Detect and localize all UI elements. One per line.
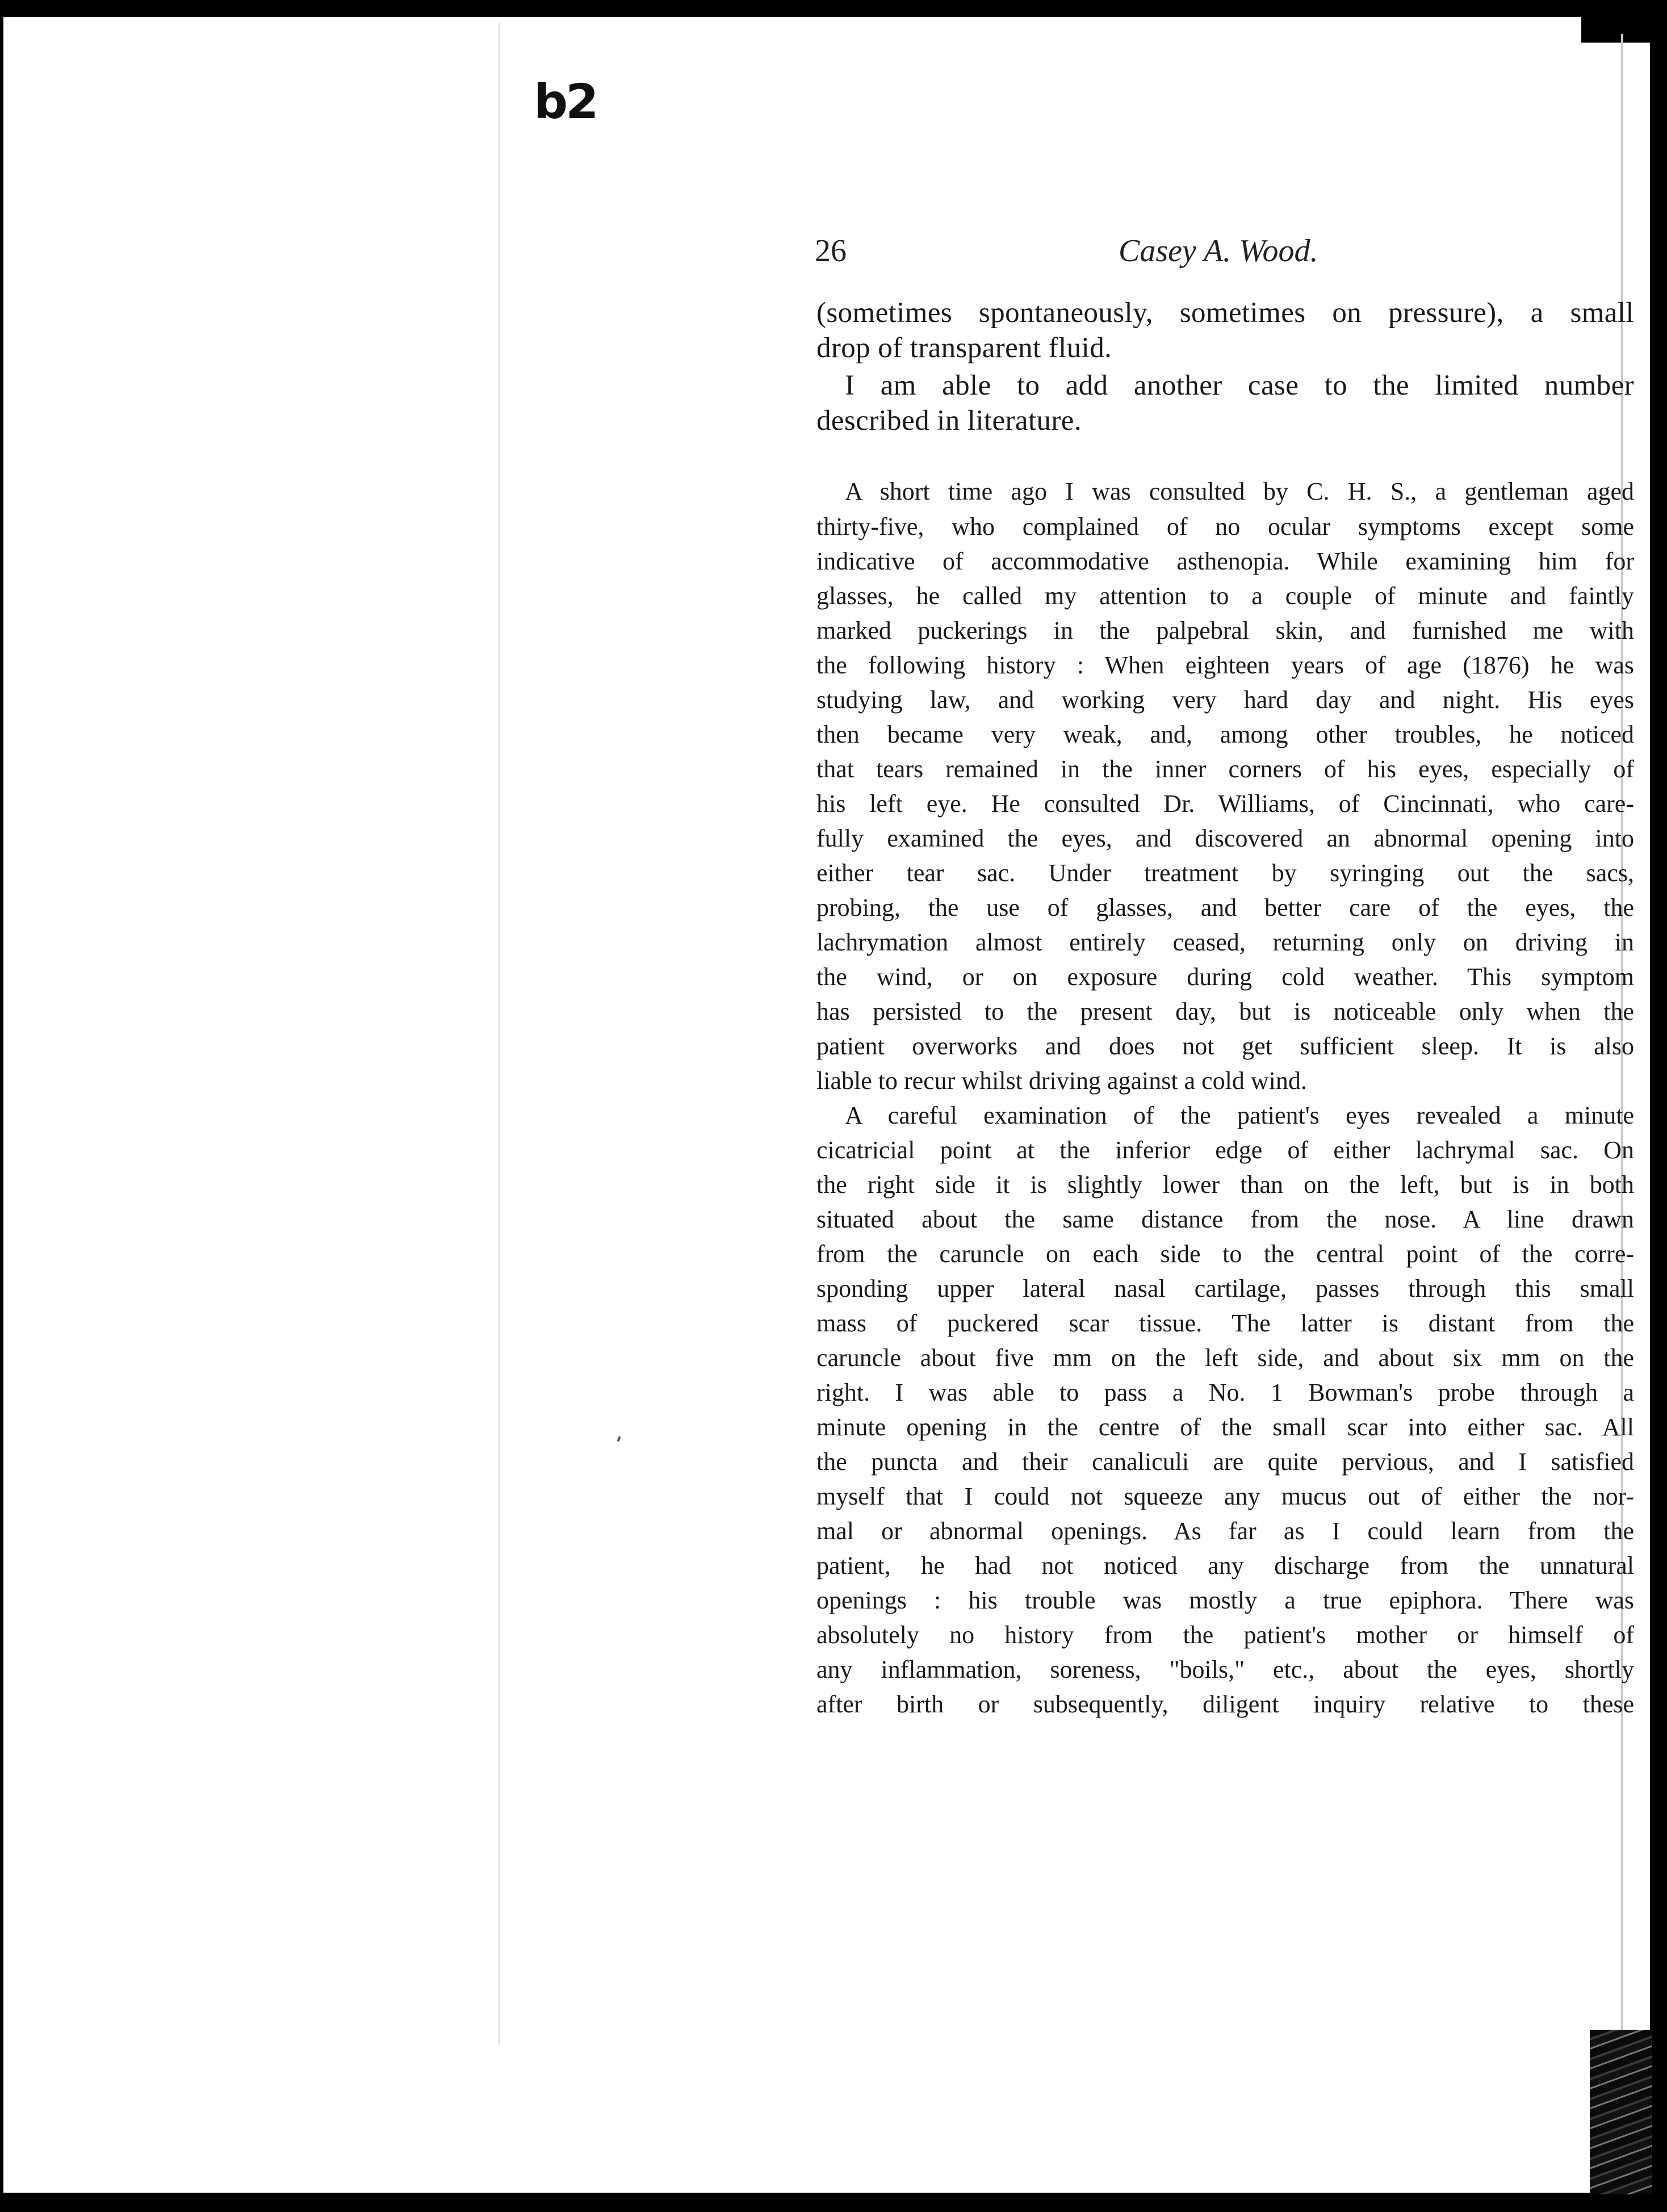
text-line: patient overworks and does not get sufficient sleep. It is also [816,1032,1634,1060]
scan-left-border [0,0,3,2212]
text-line: the wind, or on exposure during cold weather. This symptom [816,963,1634,991]
text-line: myself that I could not squeeze any mucus out of either the nor- [816,1482,1634,1510]
text-line: then became very weak, and, among other troubles, he noticed [816,720,1634,748]
running-head: Casey A. Wood. [1119,233,1318,269]
text-line: minute opening in the centre of the small scar into either sac. All [816,1413,1634,1441]
page-gutter-line [499,23,500,2044]
scan-bottom-border [0,2193,1667,2212]
intro-line: (sometimes spontaneously, sometimes on pressure), a small [816,297,1634,329]
text-line: studying law, and working very hard day and night. His eyes [816,686,1634,714]
text-line: absolutely no history from the patient's mother or himself of [816,1621,1634,1649]
text-line: marked puckerings in the palpebral skin, and furnished me with [816,617,1634,644]
text-line: mass of puckered scar tissue. The latter is distant from the [816,1309,1634,1337]
text-line: situated about the same distance from the nose. A line drawn [816,1205,1634,1233]
text-line: his left eye. He consulted Dr. Williams, of Cincinnati, who care- [816,790,1634,818]
text-line: lachrymation almost entirely ceased, returning only on driving in [816,928,1634,956]
text-line: A careful examination of the patient's eyes revealed a minute [845,1101,1634,1129]
text-line: that tears remained in the inner corners of his eyes, especially of [816,755,1634,783]
text-line: A short time ago I was consulted by C. H. S., a gentleman aged [845,477,1634,505]
text-line: cicatricial point at the inferior edge of either lachrymal sac. On [816,1136,1634,1164]
scan-top-border [0,0,1667,17]
text-line: liable to recur whilst driving against a cold wind. [816,1067,1307,1095]
text-line: indicative of accommodative asthenopia. While examining him for [816,547,1634,575]
text-line: glasses, he called my attention to a couple of minute and faintly [816,582,1634,610]
text-line: from the caruncle on each side to the central point of the corre- [816,1240,1634,1268]
intro-line: drop of transparent fluid. [816,332,1112,364]
text-line: the puncta and their canaliculi are quite pervious, and I satisfied [816,1448,1634,1476]
text-line: right. I was able to pass a No. 1 Bowman's probe through a [816,1379,1634,1406]
text-line: sponding upper lateral nasal cartilage, passes through this small [816,1275,1634,1302]
text-line: either tear sac. Under treatment by syringing out the sacs, [816,859,1634,887]
text-line: mal or abnormal openings. As far as I could learn from the [816,1517,1634,1545]
intro-line: described in literature. [816,405,1082,437]
text-line: has persisted to the present day, but is noticeable only when the [816,998,1634,1025]
text-line: the following history : When eighteen years of age (1876) he was [816,651,1634,679]
text-line: thirty-five, who complained of no ocular symptoms except some [816,513,1634,541]
page-header [815,233,1638,278]
text-line: any inflammation, soreness, "boils," etc., about the eyes, shortly [816,1656,1634,1683]
text-line: fully examined the eyes, and discovered an abnormal opening into [816,824,1634,852]
text-line: probing, the use of glasses, and better care of the eyes, the [816,894,1634,921]
text-line: after birth or subsequently, diligent inquiry relative to these [816,1690,1634,1718]
text-line: patient, he had not noticed any discharge from the unnatural [816,1552,1634,1580]
intro-line: I am able to add another case to the limited number [845,370,1634,401]
text-line: the right side it is slightly lower than on the left, but is in both [816,1171,1634,1199]
page-number: 26 [815,233,847,269]
handwritten-page-note: b2 [534,74,597,129]
scan-right-border [1650,0,1667,2212]
scan-corner-artifact [1590,2030,1652,2194]
text-line: caruncle about five mm on the left side, and about six mm on the [816,1344,1634,1372]
scan-speck [617,1436,621,1442]
text-line: openings : his trouble was mostly a true epiphora. There was [816,1586,1634,1614]
